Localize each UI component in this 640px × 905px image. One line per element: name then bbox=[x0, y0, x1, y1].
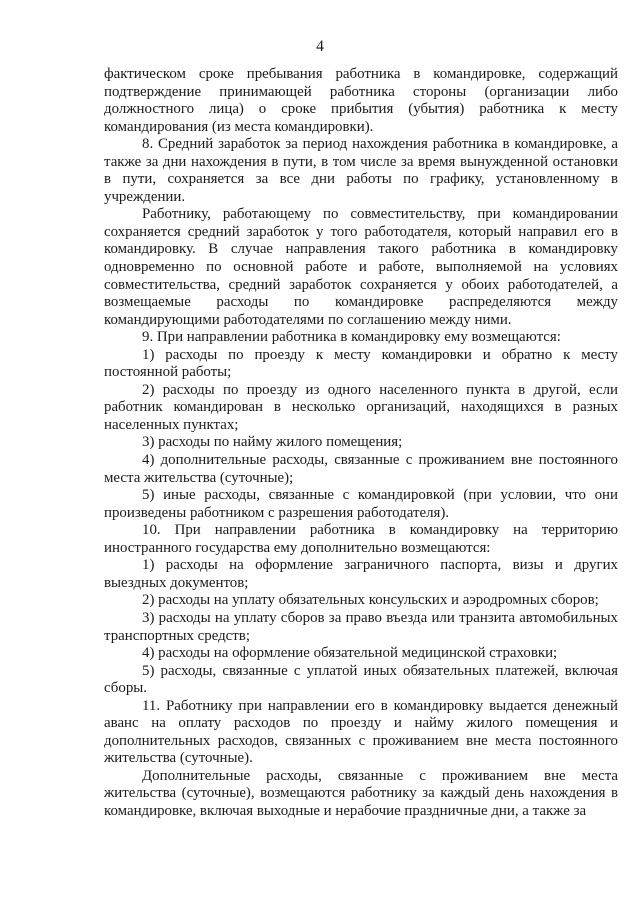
list-item: 1) расходы на оформление заграничного паспорта, визы и других выездных документов; bbox=[104, 557, 618, 591]
list-item: 3) расходы по найму жилого помещения; bbox=[142, 434, 403, 451]
paragraph: 9. При направлении работника в командировку ему возмещаются: bbox=[142, 329, 561, 346]
list-item: 2) расходы на уплату обязательных консульских и аэродромных сборов; bbox=[142, 592, 599, 609]
paragraph: Работнику, работающему по совместительству, при командировании сохраняется средний заработок у того работодателя, который направил его в командировку. В случае направления такого работника в командировку одновременно по основной работе и работе, выполняемой на условиях совместительства, средний заработок сохраняется у обоих работодателей, а возмещаемые расходы по командировке распределяются между командирующими работодателями по соглашению между ними. bbox=[104, 206, 618, 328]
paragraph: 11. Работнику при направлении его в командировку выдается денежный аванс на оплату расходов по проезду и найму жилого помещения и дополнительных расходов, связанных с проживанием вне места постоянного жительства (суточные). bbox=[104, 697, 618, 767]
paragraph: фактическом сроке пребывания работника в командировке, содержащий подтверждение принимающей работника стороны (организации либо должностного лица) о сроке прибытия (убытия) работника к месту командирования (из места командировки). bbox=[104, 66, 618, 135]
list-item: 5) иные расходы, связанные с командировкой (при условии, что они произведены работником с разрешения работодателя). bbox=[104, 487, 618, 521]
paragraph: Дополнительные расходы, связанные с проживанием вне места жительства (суточные), возмещаются работнику за каждый день нахождения в командировке, включая выходные и нерабочие праздничные дни, а также за bbox=[104, 767, 618, 819]
page-number: 4 bbox=[316, 38, 324, 55]
document-body bbox=[104, 66, 618, 821]
list-item: 4) дополнительные расходы, связанные с проживанием вне постоянного места жительства (суточные); bbox=[104, 452, 618, 486]
list-item: 1) расходы по проезду к месту командировки и обратно к месту постоянной работы; bbox=[104, 346, 618, 381]
paragraph: 10. При направлении работника в командировку на территорию иностранного государства ему дополнительно возмещаются: bbox=[104, 522, 618, 556]
list-item: 2) расходы по проезду из одного населенного пункта в другой, если работник командирован в несколько организаций, находящихся в разных населенных пунктах; bbox=[104, 381, 618, 433]
list-item: 3) расходы на уплату сборов за право въезда или транзита автомобильных транспортных средств; bbox=[104, 609, 618, 644]
list-item: 4) расходы на оформление обязательной медицинской страховки; bbox=[142, 645, 558, 662]
paragraph: 8. Средний заработок за период нахождения работника в командировке, а также за дни нахождения в пути, в том числе за время вынужденной остановки в пути, сохраняется за все дни работы по графику, установленному в учреждении. bbox=[104, 136, 618, 205]
list-item: 5) расходы, связанные с уплатой иных обязательных платежей, включая сборы. bbox=[104, 662, 618, 697]
